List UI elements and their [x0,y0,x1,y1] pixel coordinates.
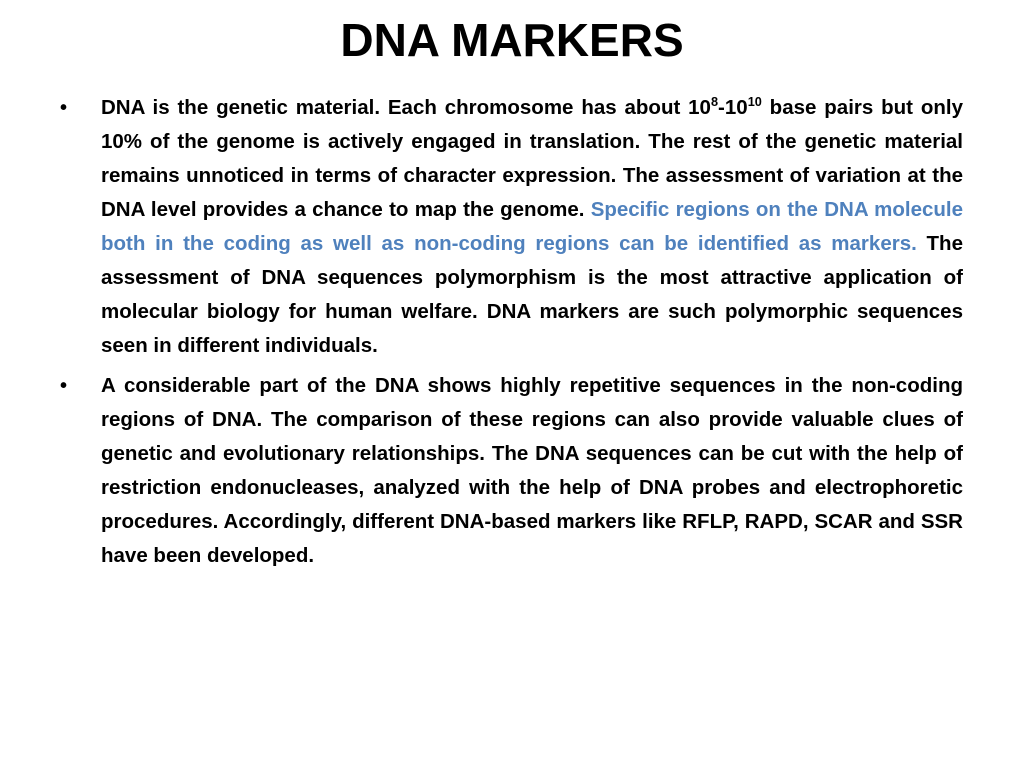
bullet-dot-icon: • [60,97,68,119]
bullet-1-text-part-1: DNA is the genetic material. Each chromosome has about 10 [101,96,711,119]
bullet-2-text: A considerable part of the DNA shows highly repetitive sequences in the non-coding regions of DNA. The comparison of these regions can also provide valuable clues of genetic and evolutionary relationships. The DNA sequences can be cut with the help of restriction endonucleases, analyzed with the help of DNA probes and electrophoretic procedures. Accordingly, different DNA-based markers like RFLP, RAPD, SCAR and SSR have been developed. [101,374,963,567]
bullet-1-text-part-2: -10 [718,96,748,119]
bullet-dot-icon: • [60,375,68,397]
bullet-1-exponent-2: 10 [747,94,762,110]
bullet-1-text-part-4: The assessment of DNA sequences polymorphism is the most attractive application of molecular biology for human welfare. DNA markers are such polymorphic sequences seen in different individuals. [101,232,963,357]
bullet-1-text-part-3: base pairs but only 10% of the genome is actively engaged in translation. The rest of the genetic material remains unnoticed in terms of character expression. The assessment of variation at the DNA level provides a chance to map the genome. [101,96,963,221]
slide-title: DNA MARKERS [340,14,684,66]
bullet-list [60,91,963,579]
bullet-1-highlighted-text: Specific regions on the DNA molecule both in the coding as well as non-coding regions can be identified as markers. [101,198,963,255]
bullet-1-exponent-1: 8 [710,94,719,110]
bullet-item-2 [60,369,963,573]
bullet-item-1 [60,91,963,363]
